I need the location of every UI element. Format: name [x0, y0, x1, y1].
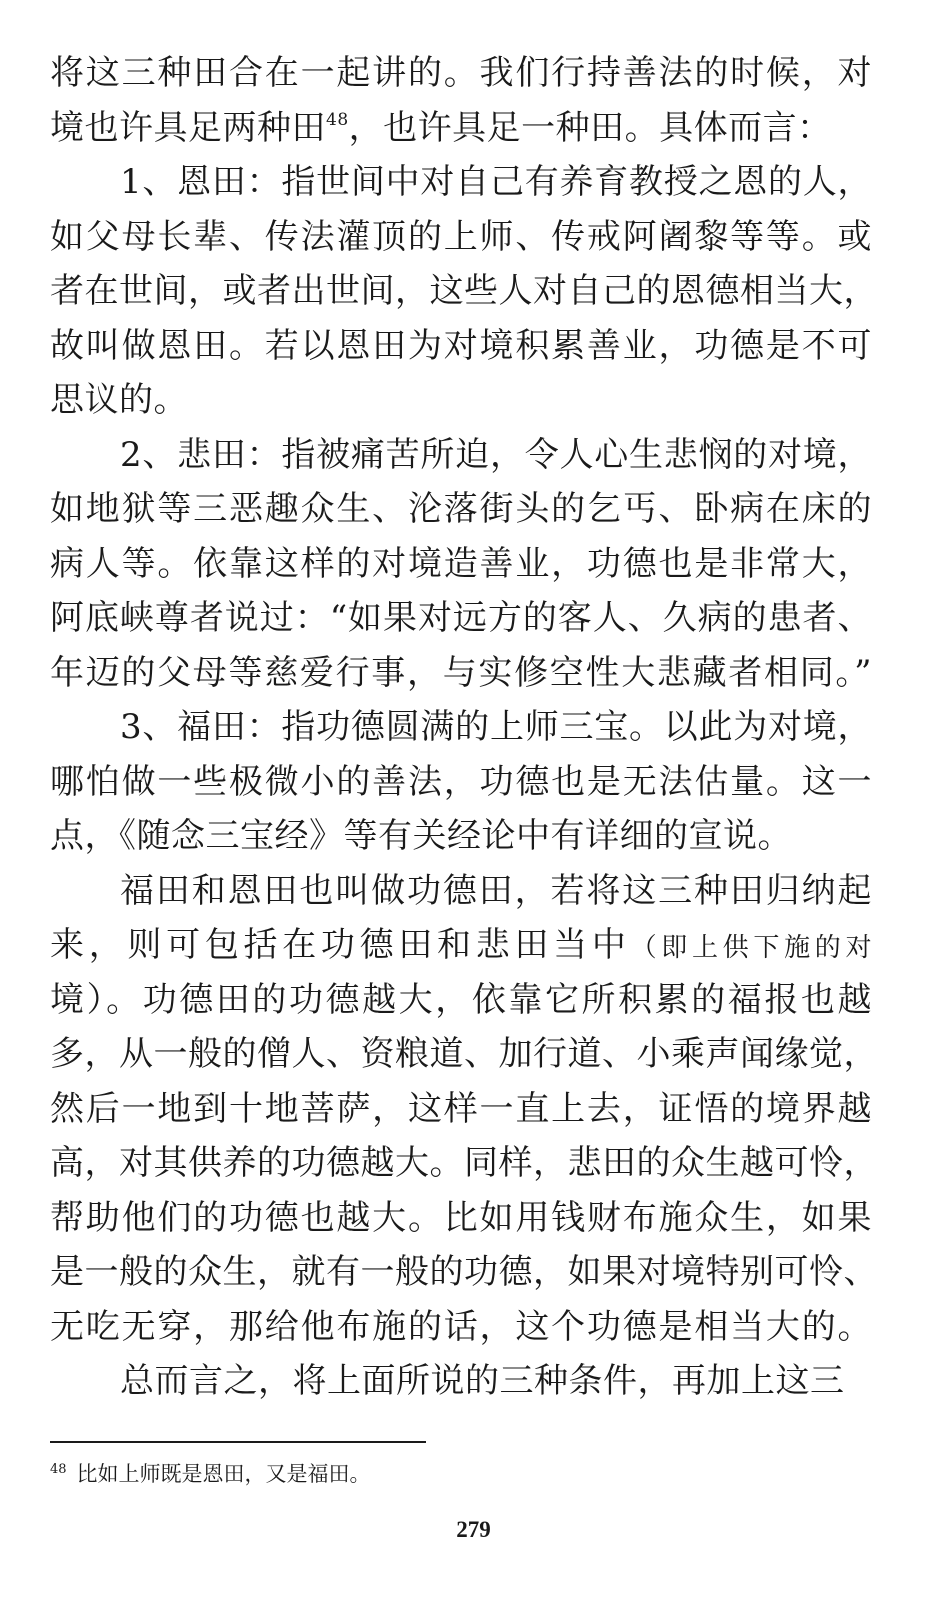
footnote-text: 比如上师既是恩田，又是福田。: [76, 1462, 371, 1486]
body-text: [50, 46, 878, 1409]
text-line: 阿底峡尊者说过：“如果对远方的客人、久病的患者、: [50, 598, 872, 638]
page-number: 279: [456, 1517, 491, 1542]
text-line: 然后一地到十地菩萨，这样一直上去，证悟的境界越: [50, 1088, 872, 1129]
text-line: 是一般的众生，就有一般的功德，如果对境特别可怜、: [50, 1252, 878, 1292]
text-segment: 境也许具足两种田: [50, 107, 326, 148]
footnote-divider: [50, 1441, 426, 1443]
text-line: 总而言之，将上面所说的三种条件，再加上这三: [120, 1361, 845, 1401]
text-line: 年迈的父母等慈爱行事，与实修空性大悲藏者相同。”: [50, 652, 872, 693]
text-line: 多，从一般的僧人、资粮道、加行道、小乘声闻缘觉，: [50, 1034, 878, 1074]
text-line: 哪怕做一些极微小的善法，功德也是无法估量。这一: [50, 761, 872, 802]
text-line: 如地狱等三恶趣众生、沦落街头的乞丐、卧病在床的: [50, 489, 872, 529]
text-line: 2、悲田：指被痛苦所迫，令人心生悲悯的对境，: [120, 434, 872, 475]
text-segment: 来，则可包括在功德田和悲田当中: [50, 925, 631, 965]
text-line: [50, 918, 872, 973]
text-line: 故叫做恩田。若以恩田为对境积累善业，功德是不可: [50, 325, 872, 366]
text-line: 点，《随念三宝经》等有关经论中有详细的宣说。: [50, 816, 792, 856]
text-line: [50, 101, 872, 156]
footnote-number: 48: [50, 1462, 67, 1477]
parenthetical-note: （即上供下施的对: [630, 933, 872, 963]
text-line: 3、福田：指功德圆满的上师三宝。以此为对境，: [120, 707, 872, 747]
text-line: 福田和恩田也叫做功德田，若将这三种田归纳起: [120, 870, 872, 911]
text-line: 境）。功德田的功德越大，依靠它所积累的福报也越: [50, 979, 872, 1020]
text-line: 高，对其供养的功德越大。同样，悲田的众生越可怜，: [50, 1143, 878, 1183]
text-line: 者在世间，或者出世间，这些人对自己的恩德相当大，: [50, 271, 878, 311]
text-line: 将这三种田合在一起讲的。我们行持善法的时候，对: [50, 53, 872, 93]
text-segment: 也许具足一种田。具体而言：: [383, 107, 832, 148]
text-line: 思议的。: [50, 380, 188, 420]
footnote-reference[interactable]: 48: [326, 109, 349, 130]
text-line: 病人等。依靠这样的对境造善业，功德也是非常大，: [50, 543, 872, 584]
text-segment: ，: [348, 107, 384, 148]
footnote: [50, 1458, 371, 1490]
text-line: 无吃无穿，那给他布施的话，这个功德是相当大的。: [50, 1306, 872, 1347]
text-line: 如父母长辈、传法灌顶的上师、传戒阿阇黎等等。或: [50, 216, 872, 257]
text-line: 1、恩田：指世间中对自己有养育教授之恩的人，: [120, 162, 872, 202]
text-line: 帮助他们的功德也越大。比如用钱财布施众生，如果: [50, 1197, 872, 1238]
